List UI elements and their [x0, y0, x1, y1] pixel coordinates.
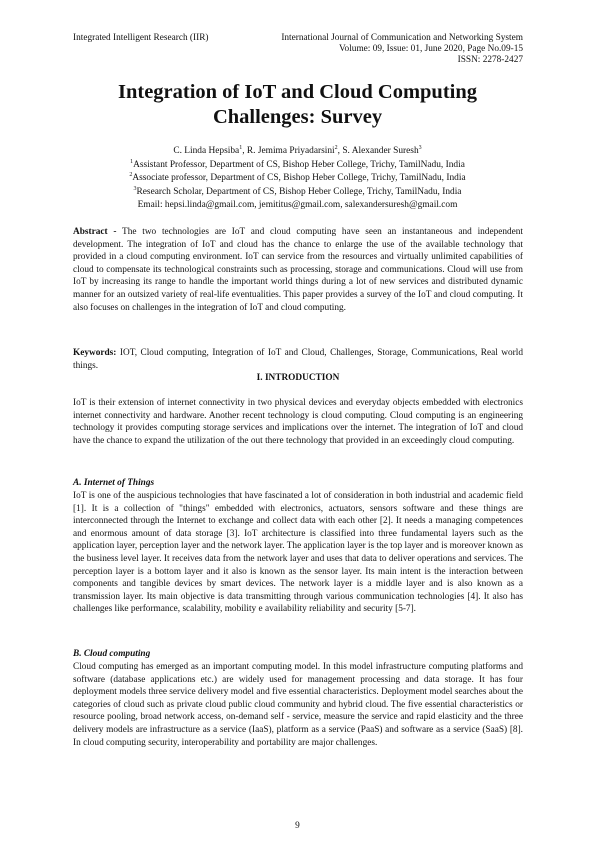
- subsection-heading-cloud: B. Cloud computing: [73, 649, 151, 659]
- abstract-label: Abstract -: [73, 227, 117, 237]
- title-line-1: Integration of IoT and Cloud Computing: [117, 81, 478, 103]
- affiliation-3: $^3$Research Scholar, Department of CS, Bishop Heber College, Trichy, TamilNadu, India: [133, 185, 462, 197]
- cloud-paragraph: Cloud computing has emerged as an important computing model. In this model infrastructure computing platforms and software (database applications etc.) are widely used for management processing and data storage. It has four deployment models three service delivery model and five essential characteristics. Deployment model searches about the categories of cloud such as private cloud public cloud community and hybrid cloud. The five essential characteristics or resource pooling, broad network access, on-demand self - service, measure the service and rapid elasticity and the three delivery models are infrastructure as a service (IaaS), platform as a service (PaaS) and software as a service (SaaS) [8]. In cloud computing security, interoperability and portability are major challenges.: [73, 662, 523, 748]
- abstract-text: The two technologies are IoT and cloud computing have seen an instantaneous and independent development. The integration of IoT and cloud has the chance to enlarge the use of the available technology that provided in a cloud computing environment. IoT can service from the resources and virtually unlimited capabilities of cloud to compensate its technological constraints such as processing, storage and communications. Cloud will use from IoT by increasing its range to handle the important world things during a lot of new services and distributed dynamic manner for an outsized variety of real-life eventualities. This paper provides a survey of the IoT and cloud computing. It also focuses on challenges in the integration of IoT and cloud computing.: [73, 227, 523, 313]
- introduction-paragraph: IoT is their extension of internet connectivity in two physical devices and everyday objects embedded with electronics internet connectivity and hardware. Another recent technology is cloud computing. Cloud computing is an engineering technology it provides computing storage services and implications over the internet. The integration of IoT and cloud have the chance to expand the utilization of the out there technology that provided in an exceedingly cloud computing.: [73, 398, 523, 446]
- title-line-2: Challenges: Survey: [212, 106, 383, 128]
- author-block: [60, 145, 535, 213]
- subsection-heading-iot: A. Internet of Things: [73, 478, 155, 488]
- author-emails: Email: hepsi.linda@gmail.com, jemititus@gmail.com, salexandersuresh@gmail.com: [137, 200, 458, 210]
- abstract: [73, 226, 523, 314]
- running-header-left: Integrated Intelligent Research (IIR): [73, 33, 209, 43]
- affiliation-1: $^1$Assistant Professor, Department of CS, Bishop Heber College, Trichy, TamilNadu, India: [130, 158, 465, 170]
- author-names: C. Linda Hepsiba$^1$, R. Jemima Priyadarsini$^2$, S. Alexander Suresh$^3$: [173, 144, 422, 156]
- page-number: 9: [295, 821, 300, 831]
- keywords: [73, 347, 523, 372]
- journal-name: International Journal of Communication and Networking System: [281, 33, 523, 43]
- paper-title: [60, 80, 535, 130]
- keywords-label: Keywords:: [73, 348, 117, 358]
- section-heading-introduction: I. INTRODUCTION: [256, 373, 340, 383]
- affiliation-2: $^2$Associate professor, Department of CS, Bishop Heber College, Trichy, TamilNadu, India: [129, 171, 466, 183]
- issn: ISSN: 2278-2427: [457, 55, 523, 66]
- iot-paragraph: IoT is one of the auspicious technologies that have fascinated a lot of consideration in both industrial and academic field [1]. It is a collection of "things" embedded with electronics, actuators, sensors software and these things are interconnected through the Internet to exchange and collect data with each other [2]. It needs a managing competences and enormous amount of data storage [3]. IoT architecture is classified into three fundamental layers such as the application layer, perception layer and the network layer. The application layer is the top layer and is moreover known as the business level layer. It receives data from the network layer and uses that data to deliver operations and services. The perception layer is a bottom layer and it also is known as the sensor layer. Its main intent is the interaction between components and tangible devices by smart devices. The network layer is a middle layer and is also known as a transmission layer. Its main objective is data transmitting through various communication technologies [4]. It also has challenges like performance, scalability, mobility e availability reliability and security [5-7].: [73, 491, 523, 615]
- running-header-right: [243, 33, 523, 67]
- volume-info: Volume: 09, Issue: 01, June 2020, Page No.09-15: [339, 44, 523, 55]
- keywords-text: IOT, Cloud computing, Integration of IoT and Cloud, Challenges, Storage, Communications, Real world things.: [73, 348, 523, 371]
